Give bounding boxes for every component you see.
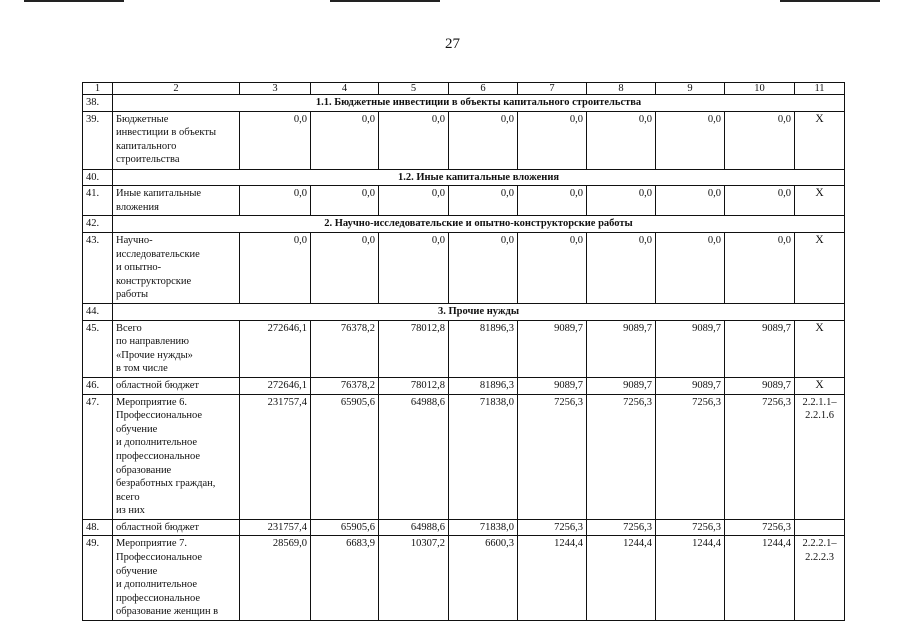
row-name-line: по направлению [116,336,189,348]
code-cell [795,111,845,169]
section-title: 1.1. Бюджетные инвестиции в объекты капитального строительства [113,95,845,112]
row-name-line: образование женщин в [116,606,219,618]
value-cell: 78012,8 [379,377,449,394]
row-name-line: и дополнительное [116,579,197,591]
code-line: Х [815,187,824,200]
value-cell: 7256,3 [518,519,587,536]
value-cell: 231757,4 [240,394,311,519]
row-name [113,320,240,377]
value-cell: 272646,1 [240,320,311,377]
column-number-header: 3 [240,83,311,95]
value-cell: 9089,7 [656,320,725,377]
row-name-line: «Прочие нужды» [116,349,193,361]
value-cell: 0,0 [518,111,587,169]
value-cell: 76378,2 [311,377,379,394]
value-cell: 1244,4 [725,536,795,621]
value-cell: 78012,8 [379,320,449,377]
row-index: 40. [83,169,113,186]
value-cell: 65905,6 [311,519,379,536]
value-cell: 81896,3 [449,377,518,394]
row-name [113,536,240,621]
table-row [83,519,845,536]
value-cell: 64988,6 [379,394,449,519]
value-cell: 231757,4 [240,519,311,536]
row-index: 41. [83,186,113,216]
row-name-line: обучение [116,423,158,435]
code-line: Х [815,321,824,334]
section-title: 2. Научно-исследовательские и опытно-конструкторские работы [113,216,845,233]
row-name-line: профессиональное [116,450,201,462]
value-cell: 9089,7 [656,377,725,394]
value-cell: 7256,3 [587,394,656,519]
row-name-line: и дополнительное [116,437,197,449]
value-cell: 9089,7 [725,377,795,394]
table-row [83,394,845,519]
row-name-line: Мероприятие 7. [116,538,188,550]
table-row [83,111,845,169]
section-row [83,95,845,112]
code-line: 2.2.1.1– [802,396,837,408]
value-cell: 0,0 [587,186,656,216]
row-name-line: исследовательские [116,248,200,260]
table-row [83,320,845,377]
value-cell: 0,0 [449,186,518,216]
value-cell: 0,0 [449,111,518,169]
row-name-line: строительства [116,154,180,166]
row-name-line: в том числе [116,363,168,375]
value-cell: 9089,7 [518,377,587,394]
column-number-header: 7 [518,83,587,95]
value-cell: 0,0 [518,186,587,216]
value-cell: 0,0 [311,111,379,169]
value-cell: 0,0 [311,232,379,303]
value-cell: 0,0 [656,111,725,169]
row-name-line: Профессиональное [116,552,203,564]
code-cell [795,519,845,536]
row-name-line: всего [116,491,140,503]
value-cell: 64988,6 [379,519,449,536]
row-name-line: конструкторские [116,275,192,287]
value-cell: 0,0 [240,232,311,303]
value-cell: 0,0 [240,111,311,169]
row-name [113,377,240,394]
row-name-line: Научно- [116,234,153,246]
value-cell: 0,0 [240,186,311,216]
row-name-line: Профессиональное [116,410,203,422]
value-cell: 1244,4 [587,536,656,621]
table-row [83,186,845,216]
top-border-line [780,0,880,2]
row-name-line: Мероприятие 6. [116,396,188,408]
row-index: 49. [83,536,113,621]
row-name [113,519,240,536]
row-name-line: вложения [116,201,159,213]
value-cell: 0,0 [587,111,656,169]
row-index: 43. [83,232,113,303]
row-index: 44. [83,303,113,320]
value-cell: 272646,1 [240,377,311,394]
row-name-line: обучение [116,565,158,577]
value-cell: 9089,7 [725,320,795,377]
column-number-header: 1 [83,83,113,95]
value-cell: 1244,4 [518,536,587,621]
row-name-line: капитального [116,140,177,152]
section-row [83,216,845,233]
value-cell: 71838,0 [449,519,518,536]
row-name-line: Бюджетные [116,113,169,125]
value-cell: 7256,3 [725,394,795,519]
value-cell: 9089,7 [518,320,587,377]
section-row [83,303,845,320]
table-body [83,83,845,621]
code-line: 2.2.2.1– [802,538,837,550]
table-header-row [83,83,845,95]
value-cell: 10307,2 [379,536,449,621]
value-cell: 76378,2 [311,320,379,377]
section-title: 1.2. Иные капитальные вложения [113,169,845,186]
row-index: 46. [83,377,113,394]
column-number-header: 11 [795,83,845,95]
code-line: Х [815,378,824,391]
row-name-line: профессиональное [116,592,201,604]
row-name [113,111,240,169]
value-cell: 0,0 [379,111,449,169]
value-cell: 7256,3 [518,394,587,519]
code-cell [795,320,845,377]
column-number-header: 5 [379,83,449,95]
row-index: 48. [83,519,113,536]
value-cell: 0,0 [518,232,587,303]
value-cell: 0,0 [725,111,795,169]
value-cell: 7256,3 [725,519,795,536]
value-cell: 0,0 [656,232,725,303]
value-cell: 0,0 [725,232,795,303]
code-line: 2.2.1.6 [805,410,834,422]
row-name [113,186,240,216]
row-name [113,232,240,303]
value-cell: 71838,0 [449,394,518,519]
code-cell [795,394,845,519]
value-cell: 9089,7 [587,377,656,394]
table-row [83,377,845,394]
row-name-line: безработных граждан, [116,478,216,490]
row-index: 39. [83,111,113,169]
value-cell: 28569,0 [240,536,311,621]
value-cell: 0,0 [379,186,449,216]
code-line: 2.2.2.3 [805,552,834,564]
code-line: Х [815,233,824,246]
row-name-line: областной бюджет [116,521,199,533]
section-title: 3. Прочие нужды [113,303,845,320]
row-index: 45. [83,320,113,377]
row-name-line: Всего [116,322,142,334]
code-cell [795,186,845,216]
value-cell: 6600,3 [449,536,518,621]
column-number-header: 10 [725,83,795,95]
row-name-line: и опытно- [116,262,162,274]
value-cell: 1244,4 [656,536,725,621]
table-row [83,232,845,303]
value-cell: 0,0 [656,186,725,216]
row-name-line: инвестиции в объекты [116,127,217,139]
column-number-header: 9 [656,83,725,95]
value-cell: 0,0 [725,186,795,216]
value-cell: 9089,7 [587,320,656,377]
column-number-header: 4 [311,83,379,95]
column-number-header: 6 [449,83,518,95]
value-cell: 7256,3 [656,394,725,519]
row-index: 47. [83,394,113,519]
top-border-line [330,0,440,2]
code-line: Х [815,112,824,125]
row-name-line: из них [116,505,145,517]
code-cell [795,232,845,303]
value-cell: 0,0 [449,232,518,303]
value-cell: 7256,3 [587,519,656,536]
row-name [113,394,240,519]
code-cell [795,536,845,621]
column-number-header: 2 [113,83,240,95]
value-cell: 0,0 [587,232,656,303]
row-index: 38. [83,95,113,112]
section-row [83,169,845,186]
value-cell: 0,0 [311,186,379,216]
column-number-header: 8 [587,83,656,95]
top-border-line [24,0,124,2]
row-index: 42. [83,216,113,233]
row-name-line: Иные капитальные [116,188,202,200]
row-name-line: образование [116,464,172,476]
value-cell: 7256,3 [656,519,725,536]
budget-table [82,82,845,621]
table-row [83,536,845,621]
value-cell: 0,0 [379,232,449,303]
value-cell: 81896,3 [449,320,518,377]
row-name-line: работы [116,289,149,301]
value-cell: 6683,9 [311,536,379,621]
code-cell [795,377,845,394]
page-number: 27 [445,36,460,52]
row-name-line: областной бюджет [116,379,199,391]
value-cell: 65905,6 [311,394,379,519]
